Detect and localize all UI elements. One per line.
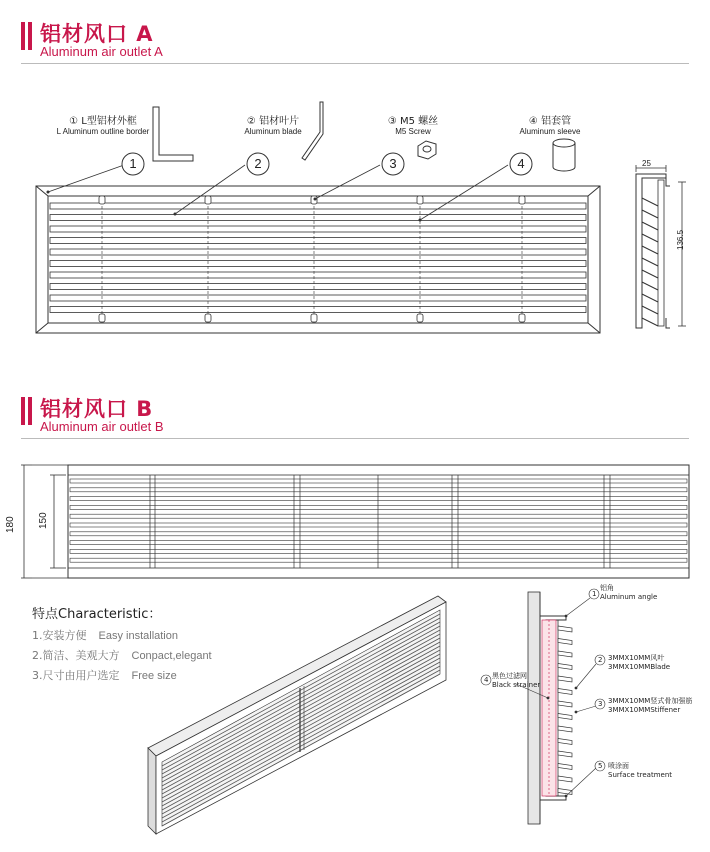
detail-num-5: 5 xyxy=(598,762,603,770)
side-blade xyxy=(642,318,658,326)
detail-label-2: 3MMX10MM风叶 3MMX10MMBlade xyxy=(608,654,671,671)
section-b-title: 铝材风口 B xyxy=(40,397,154,421)
sleeve-top xyxy=(519,196,525,204)
section-a-title: 铝材风口 A xyxy=(40,22,154,46)
blade xyxy=(50,261,586,267)
detail-blade xyxy=(558,639,572,645)
blade xyxy=(70,523,687,527)
blade xyxy=(50,215,586,221)
side-blade xyxy=(642,270,658,278)
blade xyxy=(50,203,586,209)
blade xyxy=(70,549,687,553)
blade xyxy=(162,642,440,794)
dim-inner-b: 150 xyxy=(38,512,49,529)
dim-height-a: 136.5 xyxy=(676,229,685,250)
outlet-b-perspective-view xyxy=(140,588,460,838)
detail-blade xyxy=(558,714,572,720)
part-label-2: ② 铝材叶片 Aluminum blade xyxy=(244,116,302,136)
detail-blade xyxy=(558,726,572,732)
characteristic-item-1: 1.安装方便 Easy installation xyxy=(32,629,178,642)
part-label-1: ① L型铝材外框 L Aluminum outline border xyxy=(56,116,150,136)
detail-blade xyxy=(558,751,572,757)
detail-num-2: 2 xyxy=(598,656,603,664)
blade xyxy=(50,307,586,313)
sleeve-top xyxy=(417,196,423,204)
characteristic-item-2: 2.简洁、美观大方 Conpact,elegant xyxy=(32,649,212,662)
side-blade xyxy=(642,258,658,266)
detail-num-1: 1 xyxy=(592,590,597,598)
callout-circles xyxy=(122,153,532,175)
side-blade xyxy=(642,282,658,290)
detail-blade xyxy=(558,701,572,707)
side-blade xyxy=(642,210,658,218)
blade xyxy=(50,226,586,232)
side-blade xyxy=(642,198,658,206)
detail-blade xyxy=(558,676,572,682)
sleeve-bottom xyxy=(99,314,105,322)
blade xyxy=(70,505,687,509)
detail-label-1: 铝角 Aluminum angle xyxy=(600,584,658,601)
sleeve-bottom xyxy=(417,314,423,322)
outlet-a-blades xyxy=(50,203,586,313)
callout-number-4: 4 xyxy=(517,156,525,171)
blade xyxy=(70,514,687,518)
section-b-accent-bar xyxy=(21,397,25,425)
section-b-accent-bar-2 xyxy=(28,397,32,425)
blade xyxy=(70,479,687,483)
characteristic-title: 特点Characteristic： xyxy=(32,607,162,622)
detail-num-4: 4 xyxy=(484,676,489,684)
side-blade xyxy=(642,306,658,314)
detail-num-3: 3 xyxy=(598,700,603,708)
sleeve-bottom xyxy=(311,314,317,322)
detail-blade xyxy=(558,664,572,670)
section-b-rule xyxy=(21,438,689,439)
sleeve-bottom xyxy=(519,314,525,322)
sleeve-top xyxy=(99,196,105,204)
detail-blade xyxy=(558,626,572,632)
blade xyxy=(50,284,586,290)
detail-label-4: 黑色过滤网 Black strainer xyxy=(492,672,541,689)
callout-number-3: 3 xyxy=(389,156,397,171)
detail-blade xyxy=(558,764,572,770)
part-label-4: ④ 铝套管 Aluminum sleeve xyxy=(519,116,581,136)
detail-blade xyxy=(558,689,572,695)
outlet-a-side-section xyxy=(620,158,705,343)
blade xyxy=(162,638,440,790)
side-blade xyxy=(642,222,658,230)
section-b-subtitle: Aluminum air outlet B xyxy=(40,419,164,434)
detail-blade xyxy=(558,789,572,795)
blade xyxy=(50,249,586,255)
blade xyxy=(162,634,440,786)
sleeve-top xyxy=(205,196,211,204)
detail-blade xyxy=(558,651,572,657)
sleeve-bottom xyxy=(205,314,211,322)
detail-blade xyxy=(558,776,572,782)
blade xyxy=(50,238,586,244)
section-a-subtitle: Aluminum air outlet A xyxy=(40,44,163,59)
callout-number-2: 2 xyxy=(254,156,262,171)
dim-width-a: 25 xyxy=(642,159,651,168)
blade xyxy=(70,488,687,492)
blade xyxy=(50,272,586,278)
dim-outer-b: 180 xyxy=(5,516,16,533)
part-label-3: ③ M5 螺丝 M5 Screw xyxy=(387,116,439,136)
blade xyxy=(70,497,687,501)
callout-leaders xyxy=(47,165,509,222)
blade xyxy=(70,558,687,562)
side-blade xyxy=(642,246,658,254)
detail-label-5: 喷涂面 Surface treatment xyxy=(608,762,673,779)
detail-label-3: 3MMX10MM竖式骨加强筋 3MMX10MMStiffener xyxy=(608,697,693,714)
characteristic-item-3: 3.尺寸由用户选定 Free size xyxy=(32,669,177,682)
callout-number-1: 1 xyxy=(129,156,137,171)
detail-blade xyxy=(558,739,572,745)
outlet-b-front-view xyxy=(0,450,710,590)
side-blade xyxy=(642,294,658,302)
outlet-a-front-view xyxy=(0,0,710,360)
blade xyxy=(70,541,687,545)
blade xyxy=(162,630,440,782)
blade xyxy=(50,295,586,301)
side-blade xyxy=(642,234,658,242)
blade xyxy=(70,532,687,536)
